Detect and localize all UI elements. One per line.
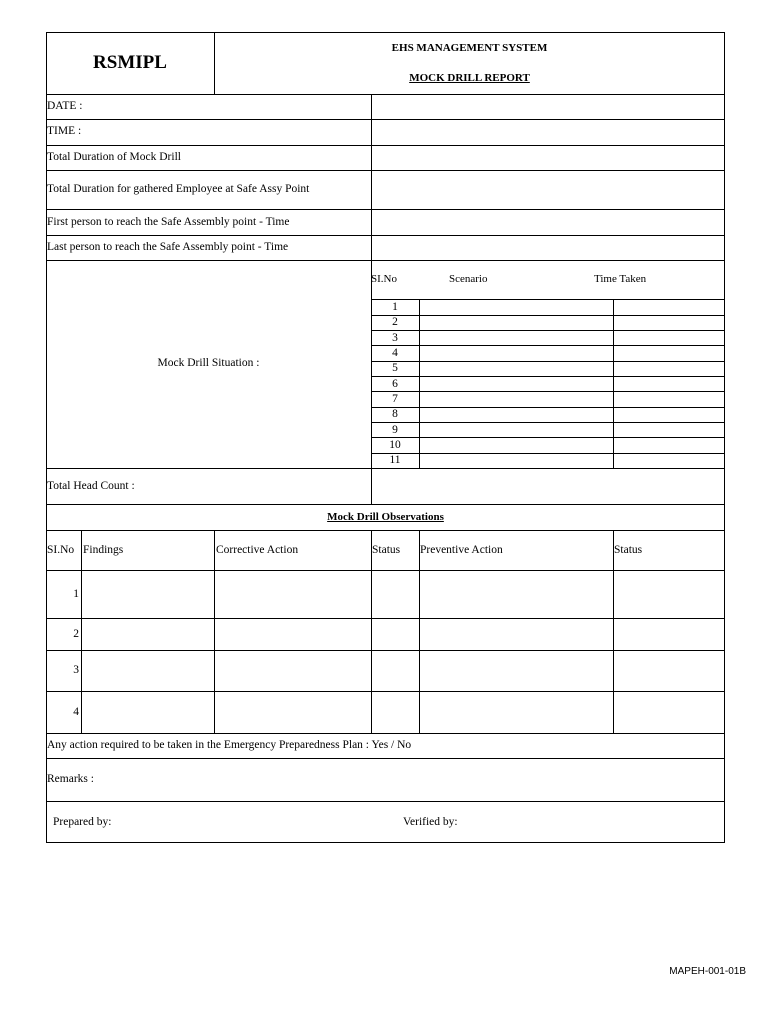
status-header: Status bbox=[614, 544, 643, 556]
scenario-row-number: 5 bbox=[392, 362, 398, 374]
report-title: MOCK DRILL REPORT bbox=[409, 72, 530, 84]
scenario-row-number: 2 bbox=[392, 316, 398, 328]
corrective-action-header: Corrective Action bbox=[216, 544, 299, 556]
first-person-label: First person to reach the Safe Assembly point - Time bbox=[47, 216, 290, 228]
time-taken-header: Time Taken bbox=[594, 273, 647, 285]
system-title: EHS MANAGEMENT SYSTEM bbox=[391, 42, 548, 54]
obs-slno-header: SI.No bbox=[47, 544, 75, 556]
findings-header: Findings bbox=[83, 544, 124, 556]
scenario-row-number: 8 bbox=[392, 408, 398, 420]
scenario-row-number: 6 bbox=[392, 378, 398, 390]
company-name: RSMIPL bbox=[93, 52, 167, 73]
total-duration-label: Total Duration of Mock Drill bbox=[47, 151, 181, 163]
scenario-row-number: 11 bbox=[389, 454, 401, 466]
scenario-row-number: 7 bbox=[392, 393, 398, 405]
time-label: TIME : bbox=[47, 125, 82, 137]
footer-document-code: MAPEH-001-01B bbox=[669, 966, 746, 977]
observation-row-number: 1 bbox=[73, 588, 79, 600]
scenario-row-number: 1 bbox=[392, 301, 398, 313]
remarks-label: Remarks : bbox=[47, 773, 94, 785]
action-required-label: Any action required to be taken in the Emergency Preparedness Plan : Yes / No bbox=[47, 739, 412, 751]
scenario-row-number: 3 bbox=[392, 332, 398, 344]
scenario-row-number: 10 bbox=[389, 439, 401, 451]
mock-drill-form bbox=[46, 32, 725, 843]
scenario-slno-header: SI.No bbox=[371, 273, 397, 285]
preventive-action-header: Preventive Action bbox=[420, 544, 503, 556]
verified-by-label: Verified by: bbox=[403, 816, 458, 828]
observation-row-number: 4 bbox=[73, 706, 79, 718]
observation-row-number: 2 bbox=[73, 628, 79, 640]
date-label: DATE : bbox=[47, 100, 83, 112]
scenario-row-number: 9 bbox=[392, 424, 398, 436]
scenario-header: Scenario bbox=[449, 273, 488, 285]
gather-duration-label: Total Duration for gathered Employee at Safe Assy Point bbox=[47, 183, 310, 195]
scenario-row-number: 4 bbox=[392, 347, 398, 359]
observation-row-number: 3 bbox=[73, 664, 79, 676]
prepared-by-label: Prepared by: bbox=[53, 816, 112, 828]
last-person-label: Last person to reach the Safe Assembly point - Time bbox=[47, 241, 289, 253]
situation-label: Mock Drill Situation : bbox=[157, 357, 260, 369]
head-count-label: Total Head Count : bbox=[47, 480, 135, 492]
observations-title: Mock Drill Observations bbox=[327, 511, 444, 523]
status-header: Status bbox=[372, 544, 401, 556]
